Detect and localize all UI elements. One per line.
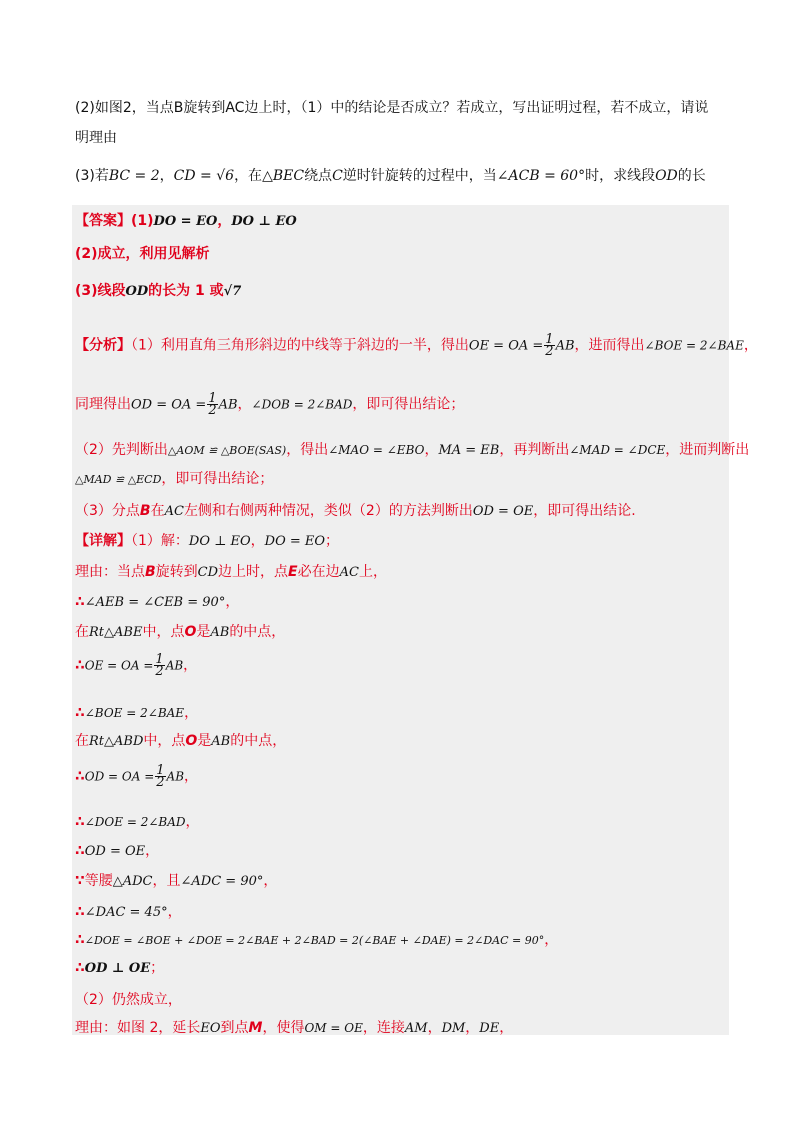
fraction bbox=[155, 765, 165, 788]
detail-text: M bbox=[248, 1020, 263, 1036]
detail-text: ， bbox=[145, 843, 160, 859]
detail-text: ， bbox=[427, 1020, 442, 1036]
analysis-math: AB bbox=[218, 397, 238, 413]
detail-line-14 bbox=[75, 957, 735, 977]
analysis-math: MA = EB bbox=[438, 443, 500, 458]
detail-text: ，且 bbox=[152, 873, 181, 889]
fraction bbox=[154, 654, 164, 677]
analysis-text: （3）分点 bbox=[75, 503, 140, 519]
detail-text: 必在边 bbox=[297, 564, 340, 580]
detail-math: ∠ADC = 90° bbox=[180, 874, 264, 889]
detail-text: ， bbox=[184, 705, 199, 721]
detail-math: OD ⊥ OE bbox=[84, 961, 151, 976]
analysis-math: ∠BOE = 2∠BAE bbox=[644, 338, 744, 353]
q3-text: 的长 bbox=[677, 168, 706, 184]
detail-text: 上， bbox=[358, 564, 387, 580]
detail-math: AB bbox=[166, 769, 185, 784]
therefore-symbol: ∴ bbox=[75, 594, 85, 610]
detail-math: ∠DAC = 45° bbox=[84, 905, 168, 920]
analysis-text: ，即可得出结论； bbox=[161, 471, 274, 487]
detail-text: 是 bbox=[196, 624, 211, 640]
detail-math: ∠AEB = ∠CEB = 90° bbox=[84, 595, 226, 610]
analysis-label: 【分析】 bbox=[75, 337, 131, 354]
fraction-den: 2 bbox=[155, 664, 164, 679]
answer-text: (3)线段 bbox=[75, 283, 126, 299]
analysis-math: AC bbox=[164, 504, 184, 519]
q3-math-angle: ∠ACB = 60° bbox=[496, 168, 586, 184]
detail-math: DM bbox=[441, 1021, 466, 1036]
fraction-den: 2 bbox=[156, 775, 165, 790]
therefore-symbol: ∴ bbox=[75, 932, 85, 948]
fraction bbox=[544, 334, 554, 357]
detail-math: Rt△ABD bbox=[89, 734, 144, 749]
analysis-math: OD = OE bbox=[472, 504, 534, 519]
detail-math: OD = OE bbox=[84, 844, 146, 859]
answer-line-2: (2)成立，利用见解析 bbox=[75, 246, 210, 262]
analysis-math: △MAD ≌ △ECD bbox=[75, 473, 162, 486]
therefore-symbol: ∴ bbox=[75, 843, 85, 859]
analysis-text: ，进而判断出 bbox=[665, 442, 750, 458]
detail-text: ， bbox=[250, 533, 265, 549]
analysis-text: ， bbox=[424, 442, 439, 458]
detail-text: E bbox=[288, 564, 298, 580]
fraction-num: 1 bbox=[545, 332, 554, 347]
fraction bbox=[207, 393, 217, 416]
detail-line-8 bbox=[75, 765, 735, 788]
therefore-symbol: ∴ bbox=[75, 960, 85, 976]
detail-text: O bbox=[185, 733, 198, 749]
analysis-text: （1）利用直角三角形斜边的中线等于斜边的一半，得出 bbox=[131, 337, 469, 354]
detail-math: OE = OA = bbox=[84, 658, 154, 673]
detail-line-3 bbox=[75, 591, 735, 611]
detail-text: 的中点， bbox=[230, 733, 287, 749]
answer-math: DO = EO bbox=[153, 214, 218, 229]
answer-math: OD bbox=[125, 284, 149, 299]
detail-text: 中，点 bbox=[142, 624, 185, 640]
analysis-text: 左侧和右侧两种情况，类似（2）的方法判断出 bbox=[183, 503, 473, 519]
analysis-math: OE = OA = bbox=[468, 338, 544, 354]
answer-text: (1) bbox=[131, 213, 154, 229]
detail-line-13 bbox=[75, 929, 735, 949]
detail-text: ， bbox=[465, 1020, 480, 1036]
detail-math: DO = EO bbox=[264, 534, 326, 549]
analysis-text: 在 bbox=[150, 503, 165, 519]
detail-text: 理由：当点 bbox=[75, 564, 145, 580]
detail-line-4 bbox=[75, 621, 735, 641]
detail-text: ，使得 bbox=[262, 1020, 305, 1036]
analysis-math: OD = OA = bbox=[131, 397, 207, 413]
answer-line-3 bbox=[75, 280, 735, 300]
q3-text: (3)若 bbox=[75, 168, 109, 184]
q3-math-bc: BC = 2 bbox=[108, 168, 160, 184]
detail-line-2 bbox=[75, 561, 735, 581]
detail-line-1 bbox=[75, 530, 735, 550]
detail-math: AM bbox=[404, 1021, 428, 1036]
detail-math: DE bbox=[479, 1021, 500, 1036]
detail-text: ； bbox=[325, 533, 340, 549]
analysis-text: ，再判断出 bbox=[499, 442, 570, 458]
q3-text: ， bbox=[159, 168, 174, 184]
analysis-line-4 bbox=[75, 468, 735, 488]
analysis-text: 同理得出 bbox=[75, 396, 131, 413]
analysis-text: ，进而得出 bbox=[574, 337, 645, 354]
detail-math: ∠DOE = ∠BOE + ∠DOE = 2∠BAE + 2∠BAD = 2(∠BAE + ∠DAE) = 2∠DAC = 90° bbox=[84, 934, 545, 947]
answer-math: DO ⊥ EO bbox=[231, 214, 297, 229]
q3-text: 绕点 bbox=[304, 168, 333, 184]
answer-line-1 bbox=[75, 210, 735, 230]
answer-label: 【答案】 bbox=[75, 213, 131, 229]
analysis-text: （2）先判断出 bbox=[75, 442, 168, 458]
q3-math-triangle: △BEC bbox=[262, 168, 305, 184]
detail-math: CD bbox=[197, 565, 219, 580]
detail-line-11 bbox=[75, 870, 735, 890]
detail-math: DO ⊥ EO bbox=[188, 534, 251, 549]
question-2-line1: (2)如图2，当点B旋转到AC边上时，（1）中的结论是否成立？若成立，写出证明过程，若不成立，请说 bbox=[75, 100, 709, 116]
q3-math-cd: CD = √6 bbox=[173, 168, 235, 184]
therefore-symbol: ∴ bbox=[75, 904, 85, 920]
detail-text: 边上时，点 bbox=[218, 564, 289, 580]
analysis-line-3 bbox=[75, 439, 750, 459]
therefore-symbol: ∴ bbox=[75, 705, 85, 721]
detail-text: ，连接 bbox=[362, 1020, 405, 1036]
detail-text: B bbox=[145, 564, 156, 580]
detail-text: O bbox=[184, 624, 197, 640]
fraction-den: 2 bbox=[545, 344, 554, 359]
detail-text: ， bbox=[499, 1020, 514, 1036]
fraction-num: 1 bbox=[156, 763, 165, 778]
question-2 bbox=[75, 96, 735, 150]
detail-math: △ADC bbox=[112, 874, 153, 889]
analysis-text: ，得出 bbox=[286, 442, 329, 458]
therefore-symbol: ∴ bbox=[75, 814, 85, 830]
analysis-math: △AOM ≌ △BOE(SAS) bbox=[167, 444, 287, 457]
detail-line-16 bbox=[75, 1017, 735, 1037]
answer-math: √7 bbox=[223, 284, 242, 299]
analysis-text: ，即可得出结论. bbox=[533, 503, 636, 519]
detail-text: ， bbox=[225, 594, 240, 610]
analysis-text: ，即可得出结论； bbox=[352, 396, 465, 413]
answer-text: ， bbox=[217, 213, 232, 229]
detail-math: AB bbox=[210, 625, 230, 640]
analysis-text: ， bbox=[237, 396, 252, 413]
because-symbol: ∵ bbox=[75, 873, 85, 889]
detail-text: ， bbox=[167, 904, 182, 920]
detail-math: AB bbox=[211, 734, 231, 749]
detail-text: ， bbox=[185, 814, 200, 830]
detail-text: 旋转到 bbox=[155, 564, 198, 580]
answer-text: 的长为 1 或 bbox=[148, 283, 224, 299]
detail-text: 在 bbox=[75, 733, 89, 749]
analysis-line-1 bbox=[75, 332, 758, 359]
therefore-symbol: ∴ bbox=[75, 768, 85, 785]
fraction-den: 2 bbox=[208, 403, 217, 418]
detail-line-12 bbox=[75, 901, 735, 921]
detail-label: 【详解】 bbox=[75, 533, 131, 549]
detail-math: AB bbox=[165, 658, 184, 673]
detail-text: （1）解： bbox=[131, 533, 189, 549]
detail-math: Rt△ABE bbox=[89, 625, 143, 640]
analysis-math: ∠DOB = 2∠BAD bbox=[251, 397, 353, 412]
detail-text: 中，点 bbox=[143, 733, 186, 749]
detail-text: 是 bbox=[197, 733, 212, 749]
therefore-symbol: ∴ bbox=[75, 657, 85, 674]
detail-text: 理由：如图 2，延长 bbox=[75, 1020, 201, 1036]
detail-math: EO bbox=[200, 1021, 221, 1036]
detail-math: ∠BOE = 2∠BAE bbox=[84, 706, 185, 720]
analysis-math: AB bbox=[555, 338, 575, 354]
detail-math: AC bbox=[339, 565, 359, 580]
analysis-line-2 bbox=[75, 393, 735, 416]
detail-text: ， bbox=[184, 768, 199, 785]
q3-math-c: C bbox=[332, 168, 343, 184]
detail-line-7 bbox=[75, 730, 735, 750]
detail-text: ， bbox=[544, 932, 559, 948]
detail-line-9 bbox=[75, 811, 735, 831]
detail-text: 等腰 bbox=[84, 873, 113, 889]
detail-text: ， bbox=[263, 873, 278, 889]
q3-text: ，在 bbox=[234, 168, 263, 184]
analysis-text: ， bbox=[743, 337, 758, 354]
detail-line-10 bbox=[75, 840, 735, 860]
analysis-math: ∠MAO = ∠EBO bbox=[328, 443, 425, 457]
q3-math-od: OD bbox=[655, 168, 678, 184]
question-2-line2: 明理由 bbox=[75, 130, 117, 146]
question-3 bbox=[75, 164, 735, 188]
detail-text: ； bbox=[150, 960, 165, 976]
analysis-text: B bbox=[139, 503, 151, 519]
detail-math: OM = OE bbox=[304, 1021, 363, 1035]
detail-text: 在 bbox=[75, 624, 89, 640]
q3-text: 逆时针旋转的过程中，当 bbox=[342, 168, 497, 184]
fraction-num: 1 bbox=[208, 391, 217, 406]
detail-text: 到点 bbox=[220, 1020, 249, 1036]
detail-text: ， bbox=[183, 657, 198, 674]
detail-line-5 bbox=[75, 654, 735, 677]
detail-line-15: （2）仍然成立， bbox=[75, 992, 182, 1008]
detail-math: OD = OA = bbox=[84, 769, 155, 784]
detail-math: ∠DOE = 2∠BAD bbox=[84, 815, 186, 829]
q3-text: 时，求线段 bbox=[585, 168, 656, 184]
analysis-math: ∠MAD = ∠DCE bbox=[569, 443, 666, 457]
fraction-num: 1 bbox=[155, 652, 164, 667]
detail-text: 的中点， bbox=[229, 624, 286, 640]
analysis-line-5 bbox=[75, 500, 735, 520]
detail-line-6 bbox=[75, 702, 735, 722]
